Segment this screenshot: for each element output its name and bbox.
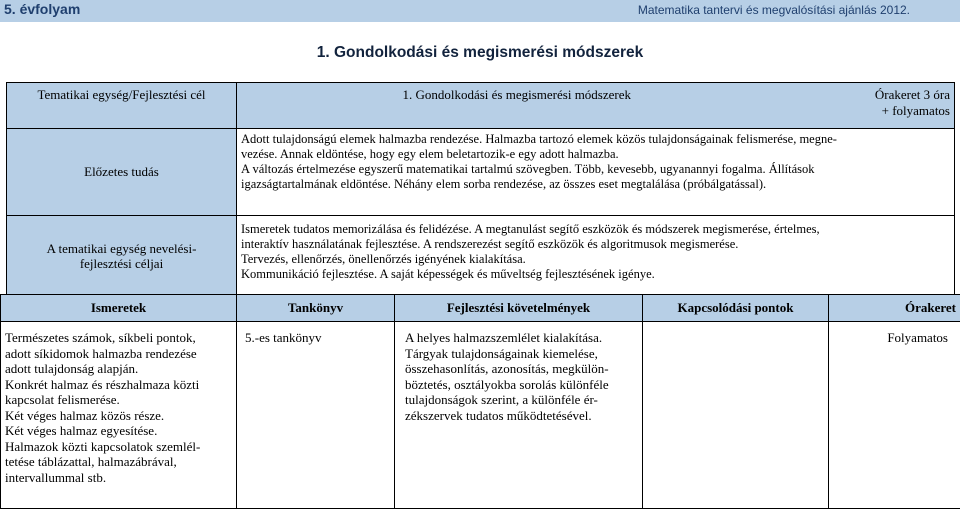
goals-row: [7, 216, 955, 297]
knowledge-line: Halmazok közti kapcsolatok szemlél-: [5, 438, 201, 454]
requirement-line: böztetés, osztályokba sorolás különféle: [405, 376, 609, 392]
unit-table: [6, 82, 955, 297]
col-header-knowledge: Ismeretek: [1, 295, 237, 322]
connections-cell: [643, 322, 829, 509]
col-header-textbook: Tankönyv: [237, 295, 395, 322]
knowledge-line: Két véges halmaz egyesítése.: [5, 423, 158, 438]
goals-label: [7, 216, 237, 297]
column-header-row: [1, 295, 960, 322]
goals-line: interaktív használatának fejlesztése. A rendszerezést segítő eszközök és algoritmusok megismerése.: [241, 237, 739, 251]
requirement-line: tulajdonságok szerint, a különféle ér-: [405, 392, 598, 407]
requirement-line: zékszervek tudatos működtetésével.: [405, 407, 592, 423]
page-header-bar: [0, 0, 960, 22]
prior-line: igazságtartalmának eldöntése. Néhány elem sorba rendezése, az összes eset megtalálása (próbálgatással).: [241, 177, 767, 191]
prior-line: Adott tulajdonságú elemek halmazba rendezése. Halmazba tartozó elemek közös tulajdonságainak felismerése, megne-: [241, 132, 837, 146]
requirement-line: A helyes halmazszemlélet kialakítása.: [405, 330, 603, 345]
unit-label: Tematikai egység/Fejlesztési cél: [7, 83, 237, 129]
document-title: Matematika tantervi és megvalósítási ajánlás 2012.: [637, 3, 910, 17]
requirement-line: összehasonlítás, azonosítás, megkülön-: [405, 361, 609, 376]
goals-text: [237, 216, 955, 297]
hours-cell: Folyamatos: [829, 322, 960, 509]
col-header-requirements: Fejlesztési követelmények: [395, 295, 643, 322]
prior-knowledge-label: Előzetes tudás: [7, 129, 237, 216]
unit-hours-line1: Órakeret 3 óra: [874, 87, 950, 102]
prior-knowledge-row: [7, 129, 955, 216]
knowledge-line: adott tulajdonság alapján.: [5, 361, 139, 376]
knowledge-cell: [1, 322, 237, 509]
goals-label-line1: A tematikai egység nevelési-: [46, 240, 197, 256]
col-header-connections: Kapcsolódási pontok: [643, 295, 829, 322]
goals-label-line2: fejlesztési céljai: [79, 256, 164, 271]
requirement-line: Tárgyak tulajdonságainak kiemelése,: [405, 345, 598, 361]
unit-hours: [797, 83, 955, 129]
textbook-cell: 5.-es tankönyv: [237, 322, 395, 509]
prior-line: vezése. Annak eldöntése, hogy egy elem beletartozik-e egy adott halmazba.: [241, 147, 619, 161]
unit-row: [7, 83, 955, 129]
unit-name: 1. Gondolkodási és megismerési módszerek: [237, 83, 797, 129]
goals-line: Kommunikáció fejlesztése. A saját képességek és műveltség fejlesztésének igénye.: [241, 267, 655, 281]
knowledge-line: Természetes számok, síkbeli pontok,: [5, 330, 196, 345]
goals-line: Ismeretek tudatos memorizálása és felidézése. A megtanulást segítő eszközök és módszerek megismerése, értelmes,: [241, 222, 820, 236]
requirements-cell: [395, 322, 643, 509]
unit-hours-line2: + folyamatos: [881, 102, 950, 118]
prior-line: A változás értelmezése egyszerű matematikai tartalmú szövegben. Több, kevesebb, ugyanannyi fogalma. Állítások: [241, 162, 815, 176]
knowledge-line: Két véges halmaz közös része.: [5, 407, 165, 423]
section-title: 1. Gondolkodási és megismerési módszerek: [316, 44, 644, 61]
content-table: [0, 294, 960, 509]
content-row: [1, 322, 960, 509]
knowledge-line: kapcsolat felismerése.: [5, 392, 120, 407]
goals-line: Tervezés, ellenőrzés, önellenőrzés igényének kialakítása.: [241, 252, 526, 266]
col-header-hours: Órakeret: [829, 295, 960, 322]
knowledge-line: adott síkidomok halmazba rendezése: [5, 345, 197, 361]
knowledge-line: intervallummal stb.: [5, 469, 107, 485]
knowledge-line: Konkrét halmaz és részhalmaza közti: [5, 376, 200, 392]
prior-knowledge-text: [237, 129, 955, 216]
knowledge-line: tetése táblázattal, halmazábrával,: [5, 454, 177, 469]
grade-label: 5. évfolyam: [4, 1, 81, 17]
